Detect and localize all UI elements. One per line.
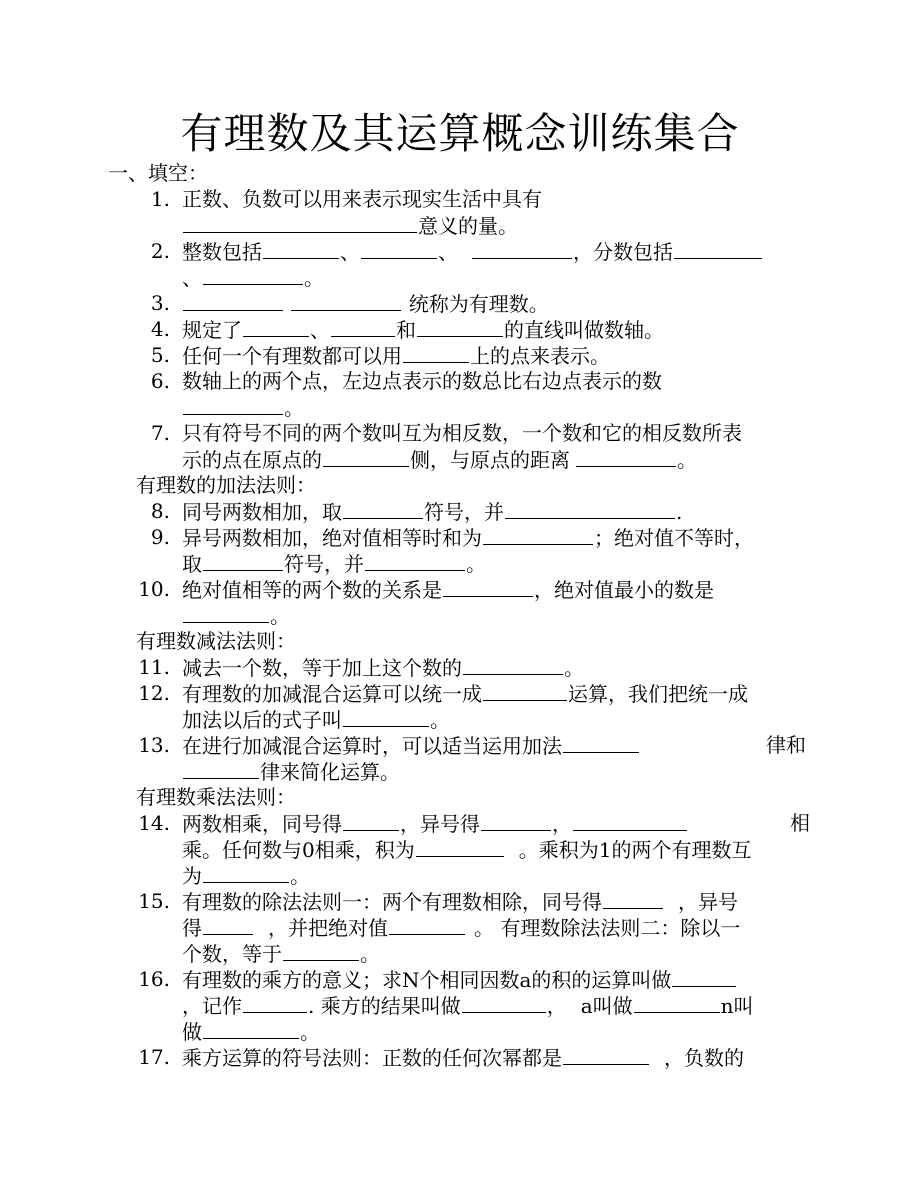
item-text-part: 规定了 (182, 318, 242, 342)
item-text-part: ；绝对值不等时， (594, 526, 754, 550)
item-text-part: 侧，与原点的距离 (410, 448, 570, 472)
section-heading-fill-blank: 一、填空： (108, 161, 208, 185)
item-text: 只有符号不同的两个数叫互为相反数，一个数和它的相反数所表 (182, 421, 742, 445)
answer-blank[interactable] (283, 940, 359, 961)
item-text (182, 810, 688, 837)
item-text-part: ， (552, 812, 572, 836)
answer-blank[interactable] (203, 550, 283, 571)
item-text-part: 取 (182, 552, 202, 576)
item-text-part: 减去一个数，等于加上这个数的 (182, 656, 462, 680)
item-text-part: 个数，等于 (182, 942, 282, 966)
item-text-part: 符号，并 (424, 500, 504, 524)
answer-blank[interactable] (483, 680, 567, 701)
item-number: 10. (138, 577, 170, 601)
item-number: 14. (138, 811, 170, 835)
item-text (182, 732, 640, 759)
item-text (182, 706, 450, 733)
item-text-part: 加法以后的式子叫 (182, 708, 342, 732)
item-text-part: 律来简化运算。 (260, 760, 400, 784)
section-heading-subtraction: 有理数减法法则： (136, 629, 296, 653)
item-text-part: 运算，我们把统一成 (568, 682, 748, 706)
item-text-part: 。 (677, 448, 697, 472)
section-heading-addition: 有理数的加法法则： (136, 473, 316, 497)
item-text-part: 。 (360, 942, 380, 966)
item-text-part: 。 (284, 396, 304, 420)
item-text-part: 、 (182, 266, 202, 290)
item-text-part: 、 (310, 318, 330, 342)
answer-blank[interactable] (183, 602, 269, 623)
item-text (182, 888, 738, 915)
answer-blank[interactable] (343, 706, 429, 727)
item-text-part: 任何一个有理数都可以用 (182, 344, 402, 368)
item-text (182, 862, 310, 889)
item-text-part: ，异号得 (400, 812, 480, 836)
item-text-part: 整数包括 (182, 240, 262, 264)
answer-blank[interactable] (463, 654, 563, 675)
item-text-part: 有理数的除法法则一：两个有理数相除，同号得 (182, 890, 602, 914)
item-text (182, 1044, 744, 1071)
section-heading-multiplication: 有理数乘法法则： (136, 785, 296, 809)
item-text (182, 654, 584, 681)
answer-blank[interactable] (443, 576, 533, 597)
answer-blank[interactable] (472, 238, 572, 259)
item-text-part: a叫做 (580, 994, 633, 1018)
item-text (182, 524, 754, 551)
answer-blank[interactable] (563, 732, 639, 753)
item-text-part: 上的点来表示。 (470, 344, 610, 368)
item-text-part: 得 (182, 916, 202, 940)
item-text-part: 两数相乘，同号得 (182, 812, 342, 836)
answer-blank[interactable] (323, 446, 409, 467)
item-text-part: . 乘方的结果叫做 (308, 994, 461, 1018)
item-text-part: ，负数的 (664, 1046, 744, 1070)
answer-blank[interactable] (343, 498, 423, 519)
item-text-part: 有理数的加减混合运算可以统一成 (182, 682, 482, 706)
answer-blank[interactable] (203, 1018, 299, 1039)
answer-blank[interactable] (573, 810, 687, 831)
item-text (182, 966, 737, 993)
item-text: 相 (790, 811, 810, 835)
item-text (182, 576, 714, 603)
item-text-part: . (676, 500, 683, 524)
item-text-part: 乘。任何数与0相乘，积为 (182, 838, 415, 862)
item-text-part: ，记作 (182, 994, 242, 1018)
item-number: 4. (150, 317, 170, 341)
answer-blank[interactable] (183, 394, 283, 415)
answer-blank[interactable] (505, 498, 675, 519)
item-text-part: ， (546, 994, 567, 1018)
item-text (182, 550, 486, 577)
item-text (182, 914, 740, 941)
item-number: 7. (150, 421, 170, 445)
answer-blank[interactable] (481, 810, 551, 831)
answer-blank[interactable] (389, 914, 465, 935)
item-number: 5. (150, 343, 170, 367)
item-text-part: 。 (270, 604, 290, 628)
item-text-part: ，绝对值最小的数是 (534, 578, 714, 602)
item-text (182, 342, 610, 369)
answer-blank[interactable] (183, 212, 417, 233)
item-text (182, 992, 754, 1019)
item-text-part: 、 (438, 240, 458, 264)
answer-blank[interactable] (417, 316, 503, 337)
item-text-part: 有理数的乘方的意义；求N个相同因数a的积的运算叫做 (182, 968, 672, 992)
answer-blank[interactable] (243, 316, 309, 337)
item-text-part: ，并把绝对值 (268, 916, 388, 940)
item-text (182, 680, 748, 707)
item-number: 8. (150, 499, 170, 523)
answer-blank[interactable] (343, 810, 399, 831)
item-text (182, 836, 751, 863)
item-text-part: 为 (182, 864, 202, 888)
item-number: 16. (138, 967, 170, 991)
item-text (182, 238, 763, 265)
item-text-part: ，异号 (678, 890, 738, 914)
answer-blank[interactable] (361, 238, 437, 259)
item-text-part: 。 (466, 552, 486, 576)
item-text-part: 、 (340, 240, 360, 264)
answer-blank[interactable] (203, 862, 289, 883)
answer-blank[interactable] (331, 316, 395, 337)
item-text-part: 的直线叫做数轴。 (504, 318, 664, 342)
item-text-part: 意义的量。 (418, 214, 518, 238)
answer-blank[interactable] (576, 446, 676, 467)
item-text (182, 316, 664, 343)
item-text (182, 290, 549, 317)
item-number: 9. (150, 525, 170, 549)
answer-blank[interactable] (263, 238, 339, 259)
item-text-part: 符号，并 (284, 552, 364, 576)
page-title: 有理数及其运算概念训练集合 (180, 109, 740, 158)
answer-blank[interactable] (634, 992, 720, 1013)
item-text-part: 在进行加减混合运算时，可以适当运用加法 (182, 734, 562, 758)
item-text-part: 。乘积为1的两个有理数互 (518, 838, 752, 862)
item-text-part: 同号两数相加，取 (182, 500, 342, 524)
item-text (182, 758, 400, 785)
item-number: 17. (138, 1045, 170, 1069)
item-text-part: n叫 (720, 994, 754, 1018)
answer-blank[interactable] (203, 914, 253, 935)
answer-blank[interactable] (203, 264, 303, 285)
item-text-part: ，分数包括 (573, 240, 673, 264)
item-text: 律和 (766, 733, 806, 757)
answer-blank[interactable] (674, 238, 762, 259)
item-number: 12. (138, 681, 170, 705)
item-text-part: 。 有理数除法法则二：除以一 (474, 916, 741, 940)
answer-blank[interactable] (243, 992, 307, 1013)
item-text-part: 。 (430, 708, 450, 732)
item-text-part: 绝对值相等的两个数的关系是 (182, 578, 442, 602)
answer-blank[interactable] (403, 342, 469, 363)
answer-blank[interactable] (603, 888, 663, 909)
item-text (182, 212, 518, 239)
item-number: 1. (150, 187, 170, 211)
item-text (182, 394, 304, 421)
answer-blank[interactable] (462, 992, 546, 1013)
item-number: 3. (150, 291, 170, 315)
item-number: 15. (138, 889, 170, 913)
answer-blank[interactable] (672, 966, 736, 987)
answer-blank[interactable] (416, 836, 504, 857)
answer-blank[interactable] (563, 1044, 649, 1065)
item-text (182, 1018, 320, 1045)
answer-blank[interactable] (183, 758, 259, 779)
item-text (182, 264, 324, 291)
item-text (182, 446, 697, 473)
item-number: 6. (150, 369, 170, 393)
item-text (182, 940, 380, 967)
answer-blank[interactable] (365, 550, 465, 571)
item-text-part: 。 (300, 1020, 320, 1044)
item-number: 11. (138, 655, 170, 679)
item-text-part: 。 (304, 266, 324, 290)
item-number: 2. (150, 239, 170, 263)
item-text-part: 乘方运算的符号法则：正数的任何次幂都是 (182, 1046, 562, 1070)
item-text: 正数、负数可以用来表示现实生活中具有 (182, 187, 542, 211)
item-text-part: 做 (182, 1020, 202, 1044)
answer-blank[interactable] (183, 290, 283, 311)
answer-blank[interactable] (291, 290, 401, 311)
answer-blank[interactable] (483, 524, 593, 545)
item-number: 13. (138, 733, 170, 757)
item-text-part: 示的点在原点的 (182, 448, 322, 472)
item-text (182, 498, 682, 525)
item-text-part: 统称为有理数。 (408, 292, 549, 316)
item-text-part: 。 (290, 864, 310, 888)
item-text: 数轴上的两个点，左边点表示的数总比右边点表示的数 (182, 369, 662, 393)
item-text-part: 。 (564, 656, 584, 680)
item-text-part: 异号两数相加，绝对值相等时和为 (182, 526, 482, 550)
item-text-part: 和 (396, 318, 416, 342)
item-text (182, 602, 290, 629)
